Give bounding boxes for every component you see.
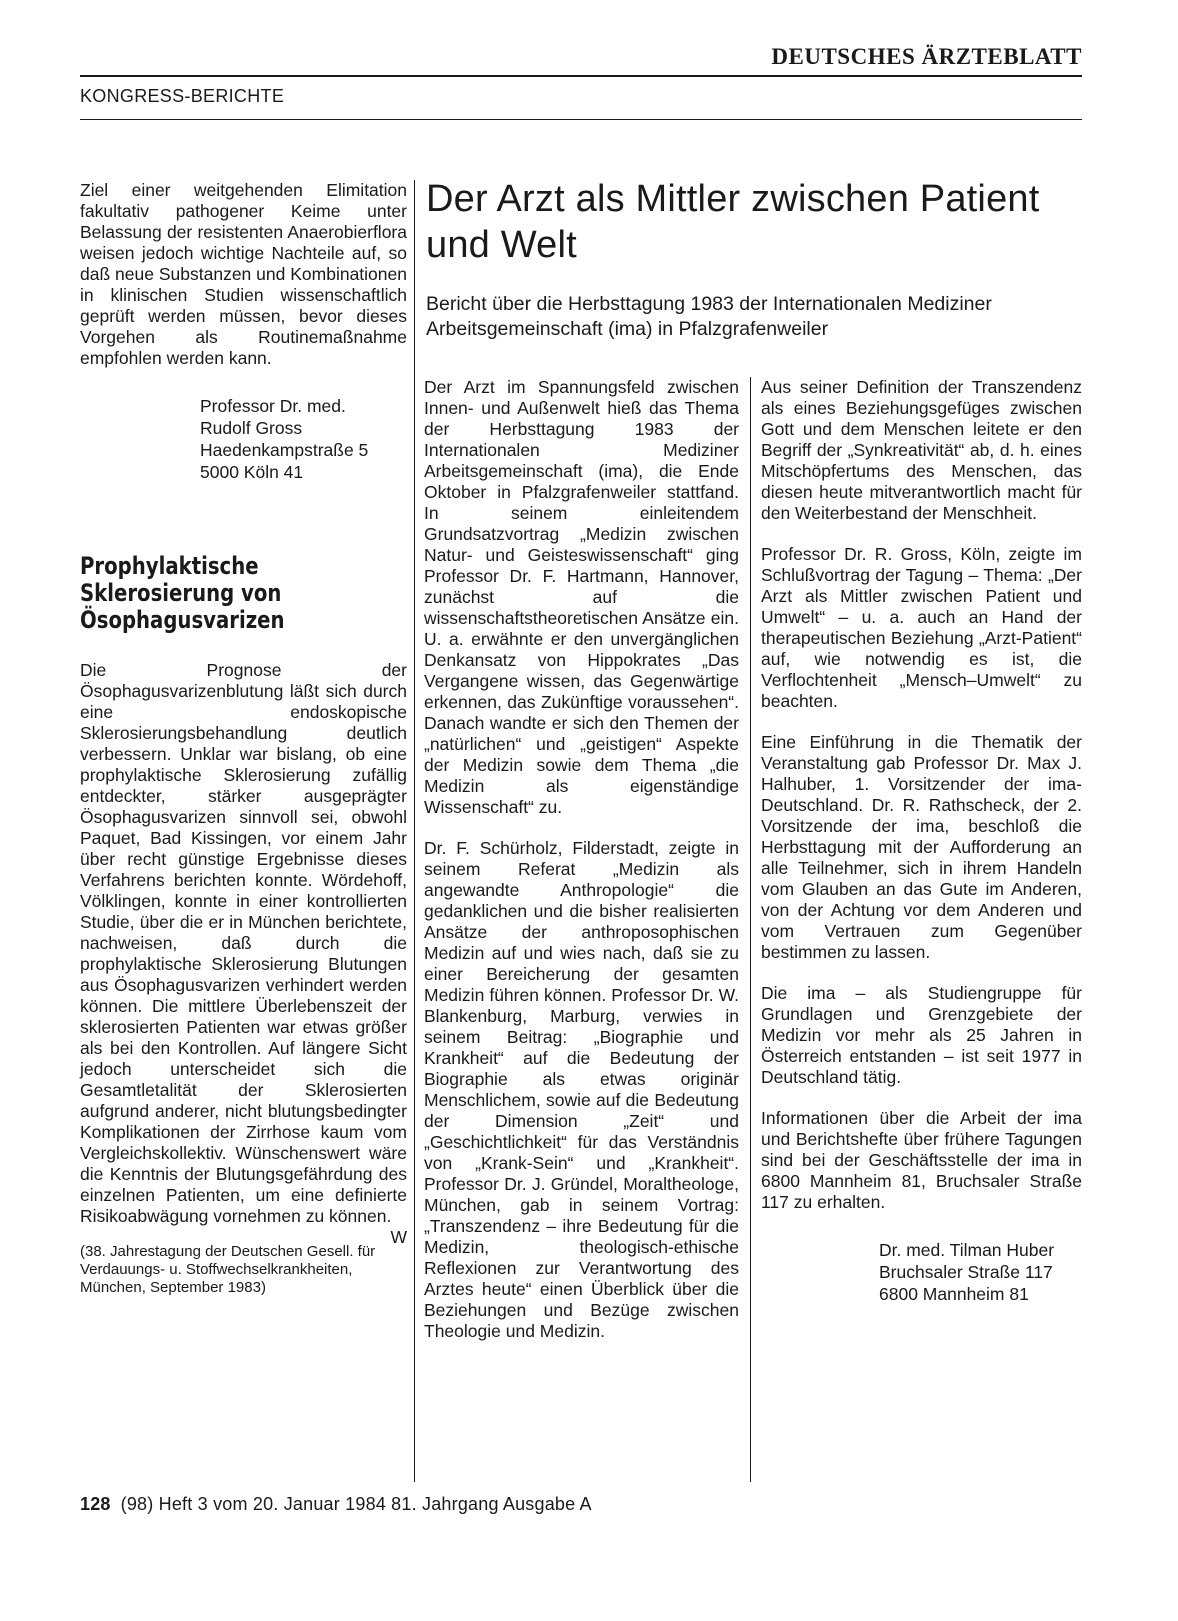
article2-title: Prophylaktische Sklerosierung von Ösophagusvarizen	[80, 552, 285, 634]
paragraph: Aus seiner Definition der Transzendenz als eines Beziehungsgefüges zwischen Gott und dem Menschen leitete er den Begriff der „Synkreativität“ ab, d. h. eines Mitschöpfertums des Menschen, das diesen heute mitverantwortlich macht für den Weiterbestand der Menschheit.	[761, 377, 1082, 523]
page-number: 128	[80, 1494, 111, 1514]
page-footer	[80, 1494, 592, 1515]
author-initial: W	[390, 1227, 407, 1247]
article2-body	[80, 660, 407, 1247]
masthead: DEUTSCHES ÄRZTEBLATT	[771, 44, 1082, 69]
column-divider	[414, 180, 415, 1482]
paragraph: Eine Einführung in die Thematik der Veranstaltung gab Professor Dr. Max J. Halhuber, 1. Vorsitzender der ima-Deutschland. Dr. R. Rathscheck, der 2. Vorsitzende der ima, beschloß die Herbsttagung mit der Aufforderung an alle Teilnehmer, sich in ihrem Handeln vom Glauben an das Gute im Anderen, von der Achtung vor dem Anderen und vom Vertrauen zum Gegenüber bestimmen zu lassen.	[761, 732, 1082, 962]
article2-footnote: (38. Jahrestagung der Deutschen Gesell. für Verdauungs- u. Stoffwechselkrankheiten, München, September 1983)	[80, 1243, 376, 1296]
section-rule	[80, 119, 1082, 120]
section-label: KONGRESS-BERICHTE	[80, 86, 285, 106]
signature-line: Haedenkampstraße 5	[200, 440, 369, 460]
signature-line: Professor Dr. med.	[200, 396, 346, 416]
signature-line: Bruchsaler Straße 117	[879, 1262, 1053, 1282]
middle-column	[424, 377, 739, 1342]
paragraph: Professor Dr. R. Gross, Köln, zeigte im Schlußvortrag der Tagung – Thema: „Der Arzt als Mittler zwischen Patient und Umwelt“ – u. a. auch an Hand der therapeutischen Beziehung „Arzt-Patient“ auf, wie notwendig es ist, die Verflochtenheit „Mensch–Umwelt“ zu beachten.	[761, 544, 1082, 711]
masthead-rule	[80, 75, 1082, 77]
article-title: Der Arzt als Mittler zwischen Patient und Welt	[426, 178, 1040, 266]
signature-line: 5000 Köln 41	[200, 462, 304, 482]
paragraph: Die ima – als Studiengruppe für Grundlagen und Grenzgebiete der Medizin vor mehr als 25 Jahren in Österreich entstanden – ist seit 1977 in Deutschland tätig.	[761, 983, 1082, 1087]
paragraph: Informationen über die Arbeit der ima und Berichtshefte über frühere Tagungen sind bei der Geschäftsstelle der ima in 6800 Mannheim 81, Bruchsaler Straße 117 zu erhalten.	[761, 1108, 1082, 1212]
left-column	[80, 180, 407, 1297]
continuation-text: Ziel einer weitgehenden Elimitation fakultativ pathogener Keime unter Belassung der resistenten Anaerobierflora weisen jedoch wichtige Nachteile auf, so daß neue Substanzen und Kombinationen in klinischen Studien wissenschaftlich geprüft werden müssen, bevor dieses Vorgehen als Routinemaßnahme empfohlen werden kann.	[80, 180, 407, 368]
paragraph: Dr. F. Schürholz, Filderstadt, zeigte in seinem Referat „Medizin als angewandte Anthropologie“ die gedanklichen und die bisher realisierten Ansätze der anthroposophischen Medizin auf und wies nach, daß sie zu einer Bereicherung der gesamten Medizin führen können. Professor Dr. W. Blankenburg, Marburg, verwies in seinem Beitrag: „Biographie und Krankheit“ auf die Bedeutung der Biographie als etwas originär Menschlichem, sowie auf die Bedeutung der Dimension „Zeit“ und „Geschichtlichkeit“ für das Verständnis von „Krank-Sein“ und „Krankheit“. Professor Dr. J. Gründel, Moraltheologe, München, gab in seinem Vortrag: „Transzendenz – ihre Bedeutung für die Medizin, theologisch-ethische Reflexionen zur Verantwortung des Arztes heute“ einen Überblick über die Beziehungen und Bezüge zwischen Theologie und Medizin.	[424, 838, 739, 1341]
signature-gross	[200, 395, 407, 483]
signature-huber	[879, 1239, 1082, 1305]
article2-body-text: Die Prognose der Ösophagusvarizenblutung läßt sich durch eine endoskopische Sklerosierungsbehandlung deutlich verbessern. Unklar war bislang, ob eine prophylaktische Sklerosierung zufällig entdeckter, stärker ausgeprägter Ösophagusvarizen sinnvoll sei, obwohl Paquet, Bad Kissingen, vor einem Jahr über recht günstige Ergebnisse dieses Verfahrens berichten konnte. Wördehoff, Völklingen, konnte in einer kontrollierten Studie, über die er in München berichtete, nachweisen, daß durch die prophylaktische Sklerosierung Blutungen aus Ösophagusvarizen verhindert werden können. Die mittlere Überlebenszeit der sklerosierten Patienten war etwas größer als bei den Kontrollen. Auf längere Sicht jedoch unterscheidet sich die Gesamtletalität der Sklerosierten aufgrund anderer, nicht blutungsbedingter Komplikationen der Zirrhose kaum vom Vergleichskollektiv. Wünschenswert wäre die Kenntnis der Blutungsgefährdung des einzelnen Patienten, um eine definierte Risikoabwägung vornehmen zu können.	[80, 660, 407, 1226]
article-subtitle: Bericht über die Herbsttagung 1983 der Internationalen Mediziner Arbeitsgemeinschaft (ima) in Pfalzgrafenweiler	[426, 293, 992, 340]
column-divider	[750, 377, 751, 1482]
issue-info: (98) Heft 3 vom 20. Januar 1984 81. Jahrgang Ausgabe A	[120, 1494, 592, 1514]
signature-line: Dr. med. Tilman Huber	[879, 1240, 1055, 1260]
signature-line: 6800 Mannheim 81	[879, 1284, 1029, 1304]
signature-line: Rudolf Gross	[200, 418, 303, 438]
right-column	[761, 377, 1082, 1305]
paragraph: Der Arzt im Spannungsfeld zwischen Innen- und Außenwelt hieß das Thema der Herbsttagung 1983 der Internationalen Mediziner Arbeitsgemeinschaft (ima), die Ende Oktober in Pfalzgrafenweiler stattfand. In seinem einleitendem Grundsatzvortrag „Medizin zwischen Natur- und Geisteswissenschaft“ ging Professor Dr. F. Hartmann, Hannover, zunächst auf die wissenschaftstheoretischen Ansätze ein. U. a. erwähnte er den unvergänglichen Denkansatz von Hippokrates „Das Vergangene wissen, das Gegenwärtige erkennen, das Zukünftige voraussehen“. Danach wandte er sich den Themen der „natürlichen“ und „geistigen“ Aspekte der Medizin sowie dem Thema „die Medizin als eigenständige Wissenschaft“ zu.	[424, 377, 739, 817]
